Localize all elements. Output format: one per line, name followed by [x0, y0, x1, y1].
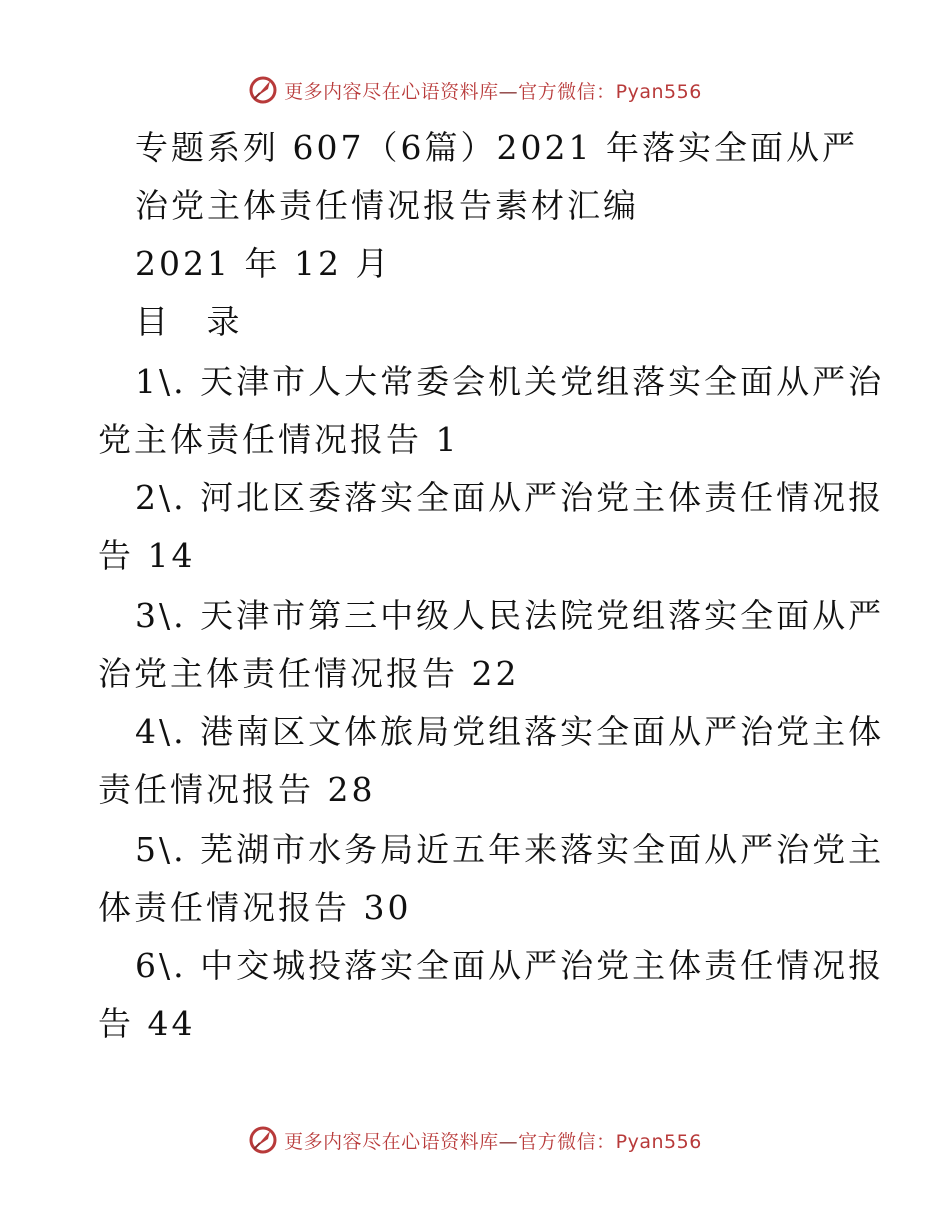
watermark-text [284, 1127, 702, 1154]
quill-pen-logo-icon [248, 1125, 278, 1155]
toc-item-5-line-2: 体责任情况报告 30 [98, 888, 412, 927]
watermark-site: 更多内容尽在心语资料库 [284, 80, 499, 103]
toc-item-6-line-1: 6\. 中交城投落实全面从严治党主体责任情况报 [135, 946, 885, 985]
watermark-header [0, 72, 950, 108]
document-date: 2021 年 12 月 [135, 244, 392, 283]
toc-item-2-line-1: 2\. 河北区委落实全面从严治党主体责任情况报 [135, 478, 885, 517]
toc-item-3-line-1: 3\. 天津市第三中级人民法院党组落实全面从严 [135, 596, 885, 635]
watermark-site: 更多内容尽在心语资料库 [284, 1130, 499, 1153]
toc-heading: 目 录 [135, 302, 254, 341]
watermark-wechat: 官方微信：Pyan556 [518, 1130, 702, 1153]
toc-item-1-line-2: 党主体责任情况报告 1 [98, 420, 460, 459]
toc-item-4-line-2: 责任情况报告 28 [98, 770, 376, 809]
quill-pen-logo-icon [248, 75, 278, 105]
toc-item-3-line-2: 治党主体责任情况报告 22 [98, 654, 520, 693]
document-title-line-2: 治党主体责任情况报告素材汇编 [135, 186, 639, 225]
watermark-dash: — [498, 80, 519, 103]
toc-item-5-line-1: 5\. 芜湖市水务局近五年来落实全面从严治党主 [135, 830, 885, 869]
document-title-line-1: 专题系列 607（6篇）2021 年落实全面从严 [135, 128, 858, 167]
toc-item-4-line-1: 4\. 港南区文体旅局党组落实全面从严治党主体 [135, 712, 885, 751]
watermark-wechat: 官方微信：Pyan556 [518, 80, 702, 103]
toc-item-2-line-2: 告 14 [98, 536, 196, 575]
toc-item-1-line-1: 1\. 天津市人大常委会机关党组落实全面从严治 [135, 362, 885, 401]
watermark-footer [0, 1122, 950, 1158]
watermark-text [284, 77, 702, 104]
toc-item-6-line-2: 告 44 [98, 1004, 196, 1043]
watermark-dash: — [498, 1130, 519, 1153]
